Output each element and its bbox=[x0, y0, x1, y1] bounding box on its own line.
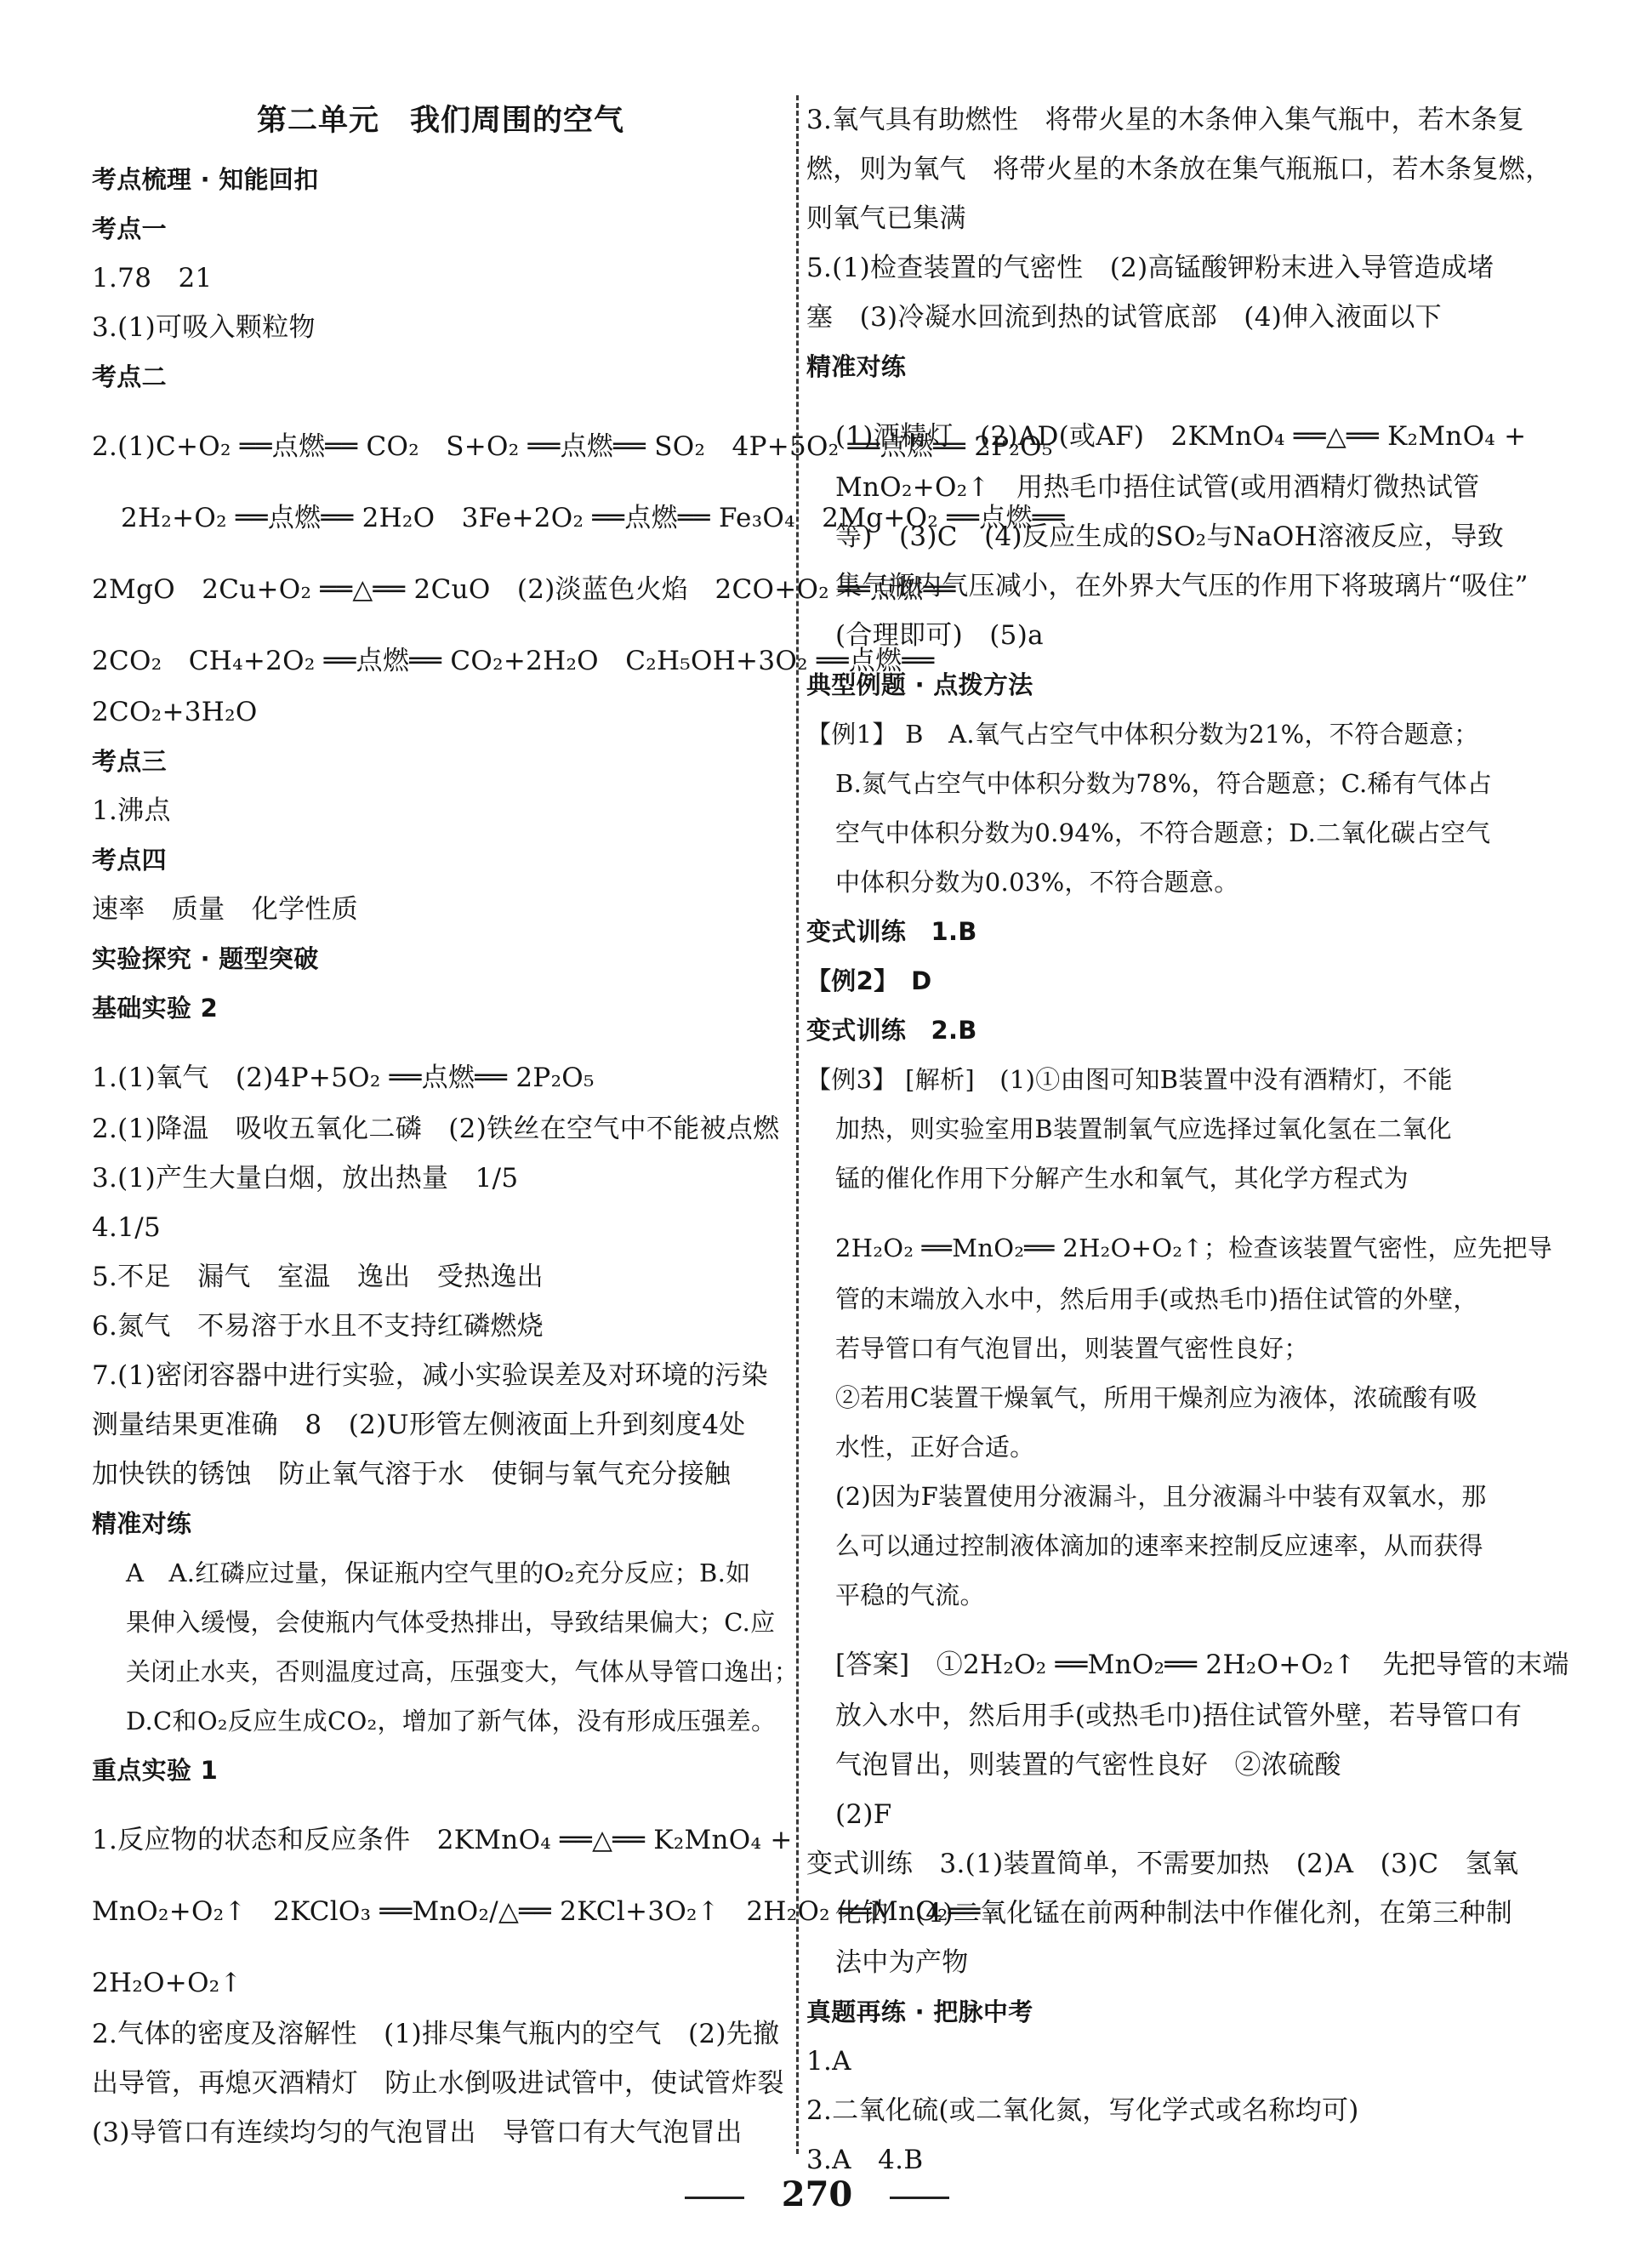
left-line-23: 测量结果更准确 8 (2)U形管左侧液面上升到刻度4处 bbox=[92, 1410, 746, 1440]
right-line-13: B.氮气占空气中体积分数为78%，符合题意；C.稀有气体占 bbox=[835, 769, 1493, 798]
left-line-6: 2H₂+O₂ ══点燃══ 2H₂O 3Fe+2O₂ ══点燃══ Fe₃O₄ 2Mg+O₂ ══点燃══ bbox=[121, 503, 1065, 533]
left-line-0: 考点梳理 · 知能回扣 bbox=[92, 165, 319, 194]
right-line-5: 精准对练 bbox=[806, 352, 907, 381]
right-line-37: 真题再练 · 把脉中考 bbox=[806, 1997, 1033, 2026]
left-line-25: 精准对练 bbox=[92, 1509, 192, 1538]
left-line-27: 果伸入缓慢，会使瓶内气体受热排出，导致结果偏大；C.应 bbox=[126, 1608, 776, 1637]
left-line-29: D.C和O₂反应生成CO₂，增加了新气体，没有形成压强差。 bbox=[126, 1707, 777, 1735]
right-line-38: 1.A bbox=[806, 2046, 851, 2077]
right-line-16: 变式训练 1.B bbox=[806, 917, 977, 946]
left-line-8: 2CO₂ CH₄+2O₂ ══点燃══ CO₂+2H₂O C₂H₅OH+3O₂ ══点燃══ bbox=[92, 646, 935, 676]
right-line-26: 水性，正好合适。 bbox=[835, 1433, 1035, 1462]
left-line-2: 1.78 21 bbox=[92, 263, 213, 293]
right-line-31: 放入水中，然后用手(或热毛巾)捂住试管外壁，若导管口有 bbox=[835, 1701, 1523, 1731]
right-line-25: ②若用C装置干燥氧气，所用干燥剂应为液体，浓硫酸有吸 bbox=[835, 1383, 1477, 1412]
right-line-36: 法中为产物 bbox=[835, 1947, 969, 1978]
left-line-20: 5.不足 漏气 室温 逸出 受热逸出 bbox=[92, 1262, 544, 1292]
left-line-36: (3)导管口有连续均匀的气泡冒出 导管口有大气泡冒出 bbox=[92, 2117, 743, 2148]
left-line-31: 1.反应物的状态和反应条件 2KMnO₄ ══△══ K₂MnO₄ + bbox=[92, 1825, 793, 1855]
right-line-17: 【例2】 D bbox=[806, 966, 932, 995]
left-line-10: 考点三 bbox=[92, 747, 167, 776]
right-lines bbox=[806, 95, 1569, 2185]
right-line-24: 若导管口有气泡冒出，则装置气密性良好； bbox=[835, 1334, 1309, 1363]
left-line-11: 1.沸点 bbox=[92, 795, 171, 826]
right-line-2: 则氧气已集满 bbox=[806, 203, 966, 234]
right-line-7: MnO₂+O₂↑ 用热毛巾捂住试管(或用酒精灯微热试管 bbox=[835, 472, 1480, 503]
right-line-18: 变式训练 2.B bbox=[806, 1016, 977, 1045]
right-line-12: 【例1】 B A.氧气占空气中体积分数为21%，不符合题意； bbox=[806, 720, 1479, 749]
right-line-19: 【例3】 [解析] (1)①由图可知B装置中没有酒精灯，不能 bbox=[806, 1065, 1453, 1094]
page-footer bbox=[0, 2169, 1634, 2220]
right-line-21: 锰的催化作用下分解产生水和氧气，其化学方程式为 bbox=[835, 1164, 1409, 1193]
left-line-19: 4.1/5 bbox=[92, 1212, 161, 1243]
footer-dash-right bbox=[890, 2197, 949, 2199]
right-line-9: 集气瓶内气压减小，在外界大气压的作用下将玻璃片“吸住” bbox=[835, 571, 1529, 601]
right-line-22: 2H₂O₂ ══MnO₂══ 2H₂O+O₂↑；检查该装置气密性，应先把导 bbox=[835, 1234, 1553, 1262]
right-line-0: 3.氧气具有助燃性 将带火星的木条伸入集气瓶中，若木条复 bbox=[806, 105, 1524, 135]
left-line-15: 基础实验 2 bbox=[92, 994, 219, 1023]
right-line-3: 5.(1)检查装置的气密性 (2)高锰酸钾粉末进入导管造成堵 bbox=[806, 253, 1495, 283]
left-line-17: 2.(1)降温 吸收五氧化二磷 (2)铁丝在空气中不能被点燃 bbox=[92, 1114, 780, 1144]
right-line-4: 塞 (3)冷凝水回流到热的试管底部 (4)伸入液面以下 bbox=[806, 302, 1442, 333]
right-line-29: 平稳的气流。 bbox=[835, 1581, 985, 1610]
right-line-28: 么可以通过控制液体滴加的速率来控制反应速率，从而获得 bbox=[835, 1531, 1483, 1560]
left-line-13: 速率 质量 化学性质 bbox=[92, 894, 358, 925]
left-line-14: 实验探究 · 题型突破 bbox=[92, 944, 319, 973]
left-line-21: 6.氮气 不易溶于水且不支持红磷燃烧 bbox=[92, 1311, 544, 1342]
right-line-11: 典型例题 · 点拨方法 bbox=[806, 670, 1033, 699]
unit-title: 第二单元 我们周围的空气 bbox=[256, 104, 624, 138]
right-line-34: 变式训练 3.(1)装置简单，不需要加热 (2)A (3)C 氢氧 bbox=[806, 1849, 1519, 1879]
right-line-27: (2)因为F装置使用分液漏斗，且分液漏斗中装有双氧水，那 bbox=[835, 1482, 1487, 1511]
left-line-9: 2CO₂+3H₂O bbox=[92, 697, 258, 727]
left-line-12: 考点四 bbox=[92, 846, 167, 875]
left-line-1: 考点一 bbox=[92, 214, 167, 243]
left-line-34: 2.气体的密度及溶解性 (1)排尽集气瓶内的空气 (2)先撤 bbox=[92, 2019, 780, 2049]
left-line-16: 1.(1)氧气 (2)4P+5O₂ ══点燃══ 2P₂O₅ bbox=[92, 1063, 595, 1093]
right-line-35: 化钠 (4)二氧化锰在前两种制法中作催化剂，在第三种制 bbox=[835, 1898, 1513, 1929]
left-line-32: MnO₂+O₂↑ 2KClO₃ ══MnO₂/△══ 2KCl+3O₂↑ 2H₂O₂ ══MnO₂══ bbox=[92, 1896, 981, 1927]
right-line-30: [答案] ①2H₂O₂ ══MnO₂══ 2H₂O+O₂↑ 先把导管的末端 bbox=[835, 1650, 1569, 1680]
left-line-35: 出导管，再熄灭酒精灯 防止水倒吸进试管中，使试管炸裂 bbox=[92, 2068, 784, 2099]
left-line-28: 关闭止水夹，否则温度过高，压强变大，气体从导管口逸出； bbox=[126, 1657, 800, 1686]
right-line-15: 中体积分数为0.03%，不符合题意。 bbox=[835, 868, 1239, 897]
right-line-1: 燃，则为氧气 将带火星的木条放在集气瓶瓶口，若木条复燃， bbox=[806, 154, 1552, 185]
right-line-40: 3.A 4.B bbox=[806, 2145, 924, 2175]
left-line-30: 重点实验 1 bbox=[92, 1756, 219, 1785]
left-line-7: 2MgO 2Cu+O₂ ══△══ 2CuO (2)淡蓝色火焰 2CO+O₂ ══点燃══ bbox=[92, 574, 956, 605]
right-line-10: (合理即可) (5)a bbox=[835, 620, 1044, 651]
right-line-23: 管的末端放入水中，然后用手(或热毛巾)捂住试管的外壁， bbox=[835, 1285, 1478, 1314]
right-line-20: 加热，则实验室用B装置制氧气应选择过氧化氢在二氧化 bbox=[835, 1114, 1452, 1143]
footer-dash-left bbox=[685, 2197, 744, 2199]
column-divider bbox=[796, 95, 799, 2154]
left-line-22: 7.(1)密闭容器中进行实验，减小实验误差及对环境的污染 bbox=[92, 1360, 768, 1391]
left-line-24: 加快铁的锈蚀 防止氧气溶于水 使铜与氧气充分接触 bbox=[92, 1459, 732, 1490]
right-line-39: 2.二氧化硫(或二氧化氮，写化学式或名称均可) bbox=[806, 2095, 1359, 2126]
left-line-4: 考点二 bbox=[92, 362, 167, 391]
right-line-6: (1)酒精灯 (2)AD(或AF) 2KMnO₄ ══△══ K₂MnO₄ + bbox=[835, 421, 1527, 452]
page-number: 270 bbox=[781, 2174, 853, 2214]
left-line-3: 3.(1)可吸入颗粒物 bbox=[92, 312, 316, 343]
left-line-33: 2H₂O+O₂↑ bbox=[92, 1968, 242, 1998]
right-line-33: (2)F bbox=[835, 1799, 892, 1830]
left-line-26: A A.红磷应过量，保证瓶内空气里的O₂充分反应；B.如 bbox=[126, 1559, 751, 1587]
left-line-18: 3.(1)产生大量白烟，放出热量 1/5 bbox=[92, 1163, 519, 1194]
left-line-5: 2.(1)C+O₂ ══点燃══ CO₂ S+O₂ ══点燃══ SO₂ 4P+5O₂ ══点燃══ 2P₂O₅ bbox=[92, 431, 1053, 462]
right-line-14: 空气中体积分数为0.94%，不符合题意；D.二氧化碳占空气 bbox=[835, 818, 1491, 847]
right-line-8: 等) (3)C (4)反应生成的SO₂与NaOH溶液反应，导致 bbox=[835, 521, 1505, 552]
right-line-32: 气泡冒出，则装置的气密性良好 ②浓硫酸 bbox=[835, 1750, 1341, 1781]
right-column bbox=[806, 95, 1569, 2185]
